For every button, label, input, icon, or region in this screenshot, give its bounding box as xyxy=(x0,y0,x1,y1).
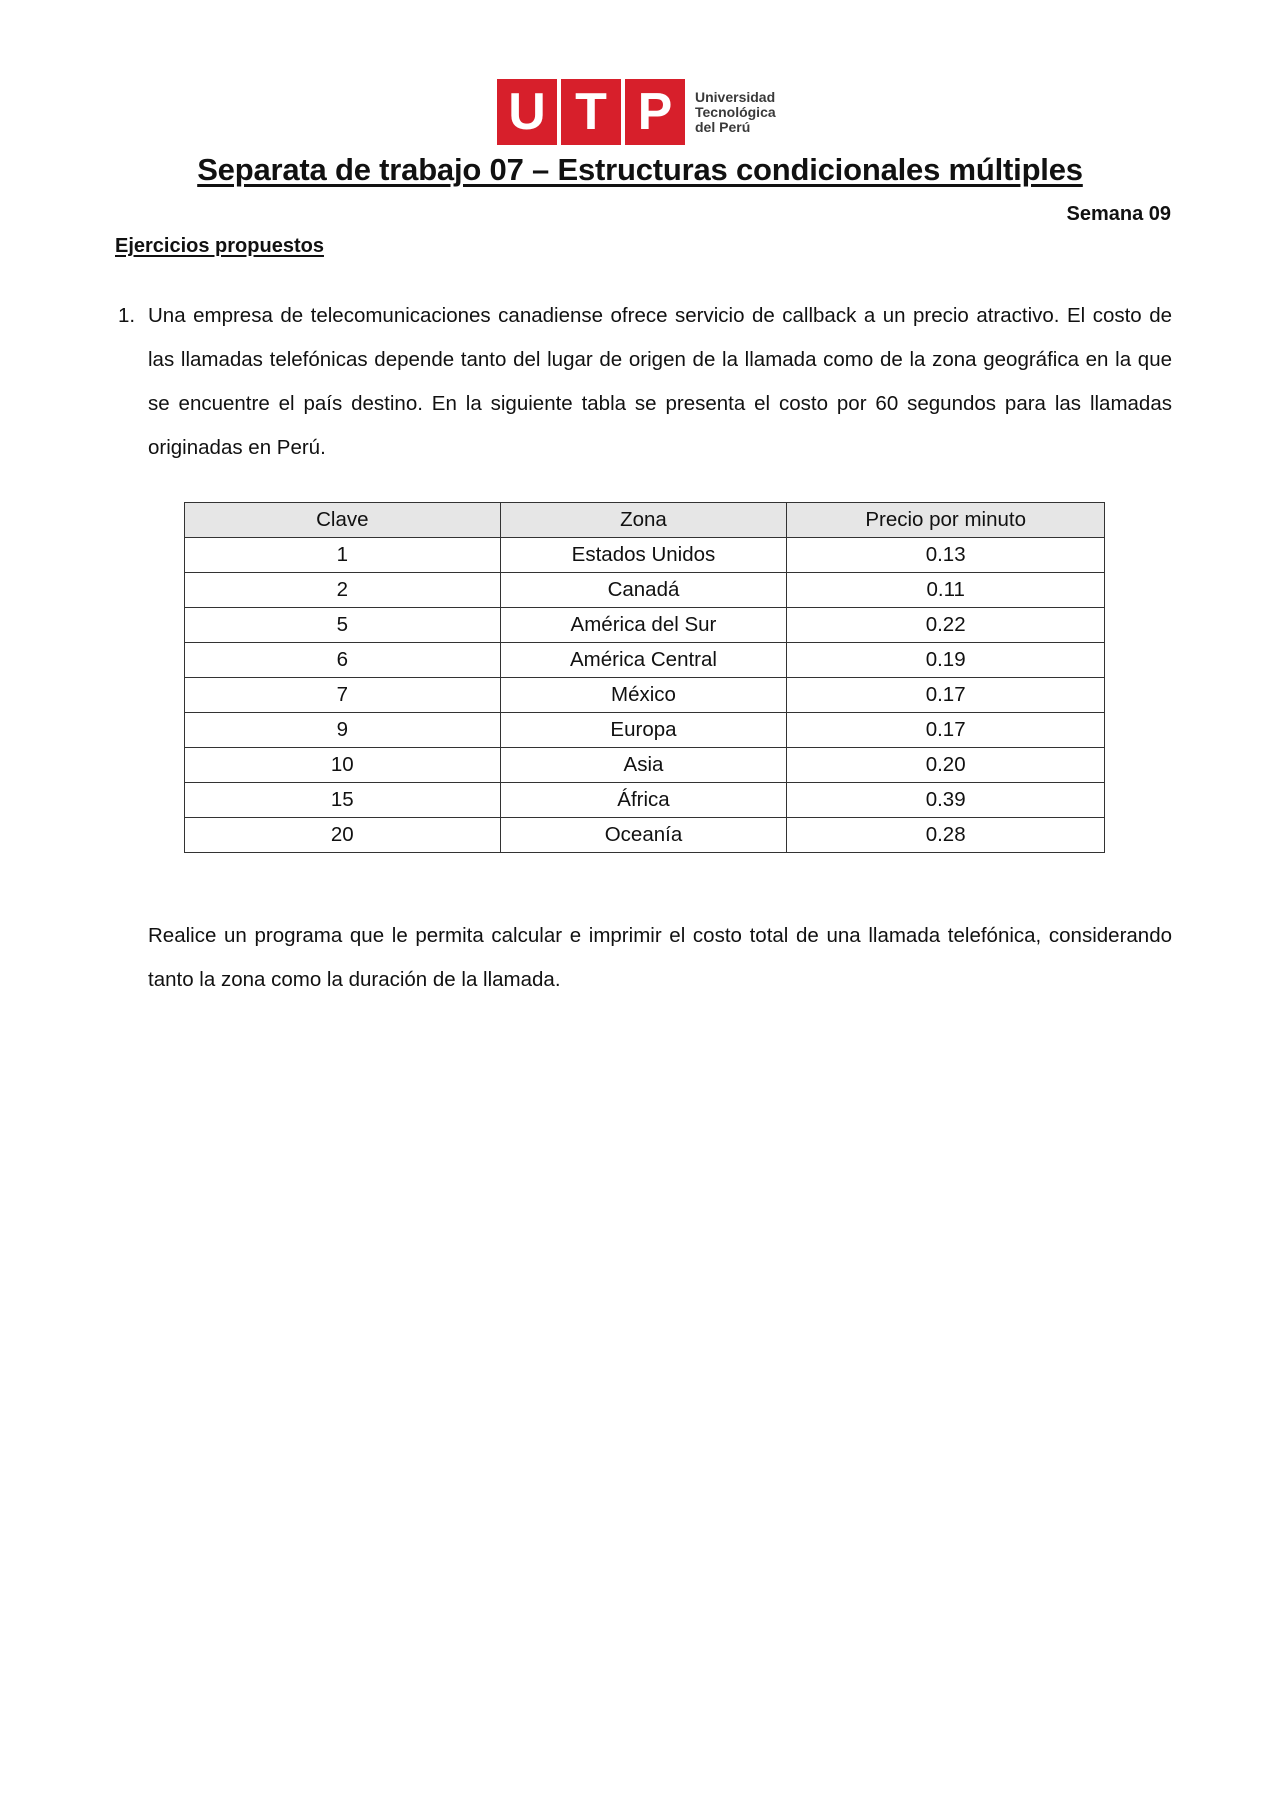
table-row xyxy=(185,608,1105,643)
table-row xyxy=(185,538,1105,573)
logo-text-line: Tecnológica xyxy=(695,103,776,120)
logo-university-name xyxy=(695,90,776,135)
exercise-text: Una empresa de telecomunicaciones canadiense ofrece servicio de callback a un precio atractivo. El costo de las llamadas telefónicas depende tanto del lugar de origen de la llamada como de la zona geográfica en la que se encuentre el país destino. En la siguiente tabla se presenta el costo por 60 segundos para las llamadas originadas en Perú. xyxy=(148,304,1172,459)
cell-zona: África xyxy=(500,783,787,818)
logo-letter-boxes xyxy=(497,79,685,145)
cell-precio: 0.19 xyxy=(787,643,1105,678)
table-row xyxy=(185,678,1105,713)
table-header-row xyxy=(185,503,1105,538)
cell-clave: 6 xyxy=(185,643,501,678)
table-row xyxy=(185,573,1105,608)
cell-clave: 7 xyxy=(185,678,501,713)
table-row xyxy=(185,713,1105,748)
table-row xyxy=(185,783,1105,818)
cell-precio: 0.28 xyxy=(787,818,1105,853)
cell-zona: América del Sur xyxy=(500,608,787,643)
cell-zona: Canadá xyxy=(500,573,787,608)
logo-letter-p: P xyxy=(625,79,685,145)
cell-precio: 0.13 xyxy=(787,538,1105,573)
cell-zona: Asia xyxy=(500,748,787,783)
header-precio: Precio por minuto xyxy=(787,503,1105,538)
cell-precio: 0.17 xyxy=(787,678,1105,713)
exercise-number: 1. xyxy=(118,304,136,327)
cell-clave: 9 xyxy=(185,713,501,748)
cell-precio: 0.22 xyxy=(787,608,1105,643)
table-row xyxy=(185,643,1105,678)
cell-zona: Oceanía xyxy=(500,818,787,853)
cell-precio: 0.17 xyxy=(787,713,1105,748)
cell-zona: Europa xyxy=(500,713,787,748)
exercise-item xyxy=(115,294,1172,470)
cell-clave: 2 xyxy=(185,573,501,608)
table-row xyxy=(185,818,1105,853)
header-clave: Clave xyxy=(185,503,501,538)
logo-text-line: del Perú xyxy=(695,118,751,135)
header-zona: Zona xyxy=(500,503,787,538)
closing-paragraph: Realice un programa que le permita calcular e imprimir el costo total de una llamada telefónica, considerando tanto la zona como la duración de la llamada. xyxy=(148,924,1172,991)
week-label: Semana 09 xyxy=(1066,203,1171,225)
table-body xyxy=(185,538,1105,853)
cell-clave: 15 xyxy=(185,783,501,818)
section-heading: Ejercicios propuestos xyxy=(115,235,324,257)
cell-zona: México xyxy=(500,678,787,713)
cell-clave: 5 xyxy=(185,608,501,643)
logo-text-line: Universidad xyxy=(695,88,776,105)
cell-precio: 0.20 xyxy=(787,748,1105,783)
cell-zona: Estados Unidos xyxy=(500,538,787,573)
cell-clave: 20 xyxy=(185,818,501,853)
logo-letter-t: T xyxy=(561,79,621,145)
utp-logo xyxy=(497,79,797,145)
cell-clave: 10 xyxy=(185,748,501,783)
rate-table xyxy=(184,502,1105,853)
table-row xyxy=(185,748,1105,783)
cell-clave: 1 xyxy=(185,538,501,573)
document-title: Separata de trabajo 07 – Estructuras condicionales múltiples xyxy=(197,152,1083,187)
cell-precio: 0.11 xyxy=(787,573,1105,608)
logo-letter-u: U xyxy=(497,79,557,145)
cell-zona: América Central xyxy=(500,643,787,678)
cell-precio: 0.39 xyxy=(787,783,1105,818)
